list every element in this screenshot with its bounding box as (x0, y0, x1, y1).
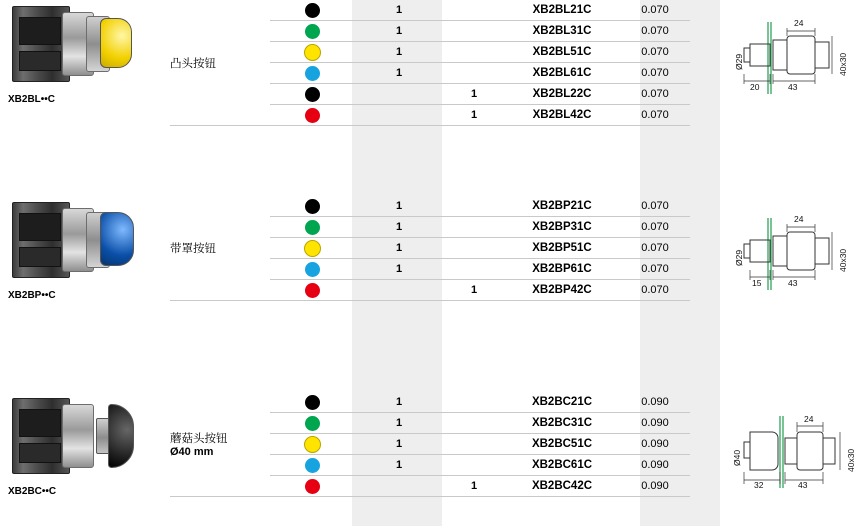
qty-nc-cell (444, 455, 504, 476)
color-dot-yellow (304, 240, 321, 257)
dim-left: 32 (754, 480, 764, 490)
product-photo-column (6, 0, 166, 105)
qty-nc-cell (444, 63, 504, 84)
weight-cell: 0.090 (620, 434, 690, 455)
qty-nc-cell (444, 392, 504, 413)
qty-no-cell (354, 105, 444, 126)
dim-top: 24 (804, 414, 814, 424)
qty-nc-cell (444, 413, 504, 434)
qty-nc-cell: 1 (444, 84, 504, 105)
reference-cell: XB2BP31C (504, 217, 620, 238)
yellow-cap-icon (100, 18, 132, 68)
qty-nc-cell (444, 238, 504, 259)
dimension-drawing (720, 414, 860, 494)
dim-right: 40x30 (838, 248, 848, 272)
product-photo-caption: XB2BL••C (8, 94, 56, 105)
product-photo (12, 0, 130, 88)
weight-cell: 0.090 (620, 476, 690, 497)
color-dot-red (305, 283, 320, 298)
product-photo-caption: XB2BP••C (8, 290, 56, 301)
reference-cell: XB2BC31C (504, 413, 620, 434)
color-dot-black (305, 3, 320, 18)
color-dot-cell (270, 105, 354, 126)
description-label: 带罩按钮 (170, 243, 216, 255)
dim-right: 40x30 (838, 52, 848, 76)
dim-left: 15 (752, 278, 762, 288)
dim-mid: 43 (788, 82, 798, 92)
weight-cell: 0.090 (620, 392, 690, 413)
color-dot-cell (270, 280, 354, 301)
color-dot-cell (270, 238, 354, 259)
color-dot-cell (270, 196, 354, 217)
color-dot-cell (270, 413, 354, 434)
color-dot-blue (305, 66, 320, 81)
qty-nc-cell (444, 0, 504, 21)
color-dot-red (305, 108, 320, 123)
qty-nc-cell (444, 196, 504, 217)
weight-cell: 0.070 (620, 259, 690, 280)
description-label: 蘑菇头按钮 (170, 433, 228, 445)
color-dot-green (305, 220, 320, 235)
dim-diameter: Ø29 (734, 53, 744, 70)
dimension-drawing (720, 18, 860, 98)
qty-no-cell: 1 (354, 21, 444, 42)
reference-cell: XB2BL31C (504, 21, 620, 42)
dim-mid: 43 (788, 278, 798, 288)
qty-no-cell: 1 (354, 413, 444, 434)
product-table-xb2bl (170, 0, 690, 126)
description-sub-label: Ø40 mm (170, 446, 214, 458)
product-table-xb2bc (170, 392, 690, 497)
color-dot-cell (270, 42, 354, 63)
table-row (170, 392, 690, 413)
color-dot-cell (270, 476, 354, 497)
weight-cell: 0.070 (620, 63, 690, 84)
weight-cell: 0.070 (620, 217, 690, 238)
row-description-cell (170, 196, 270, 301)
table-row (170, 0, 690, 21)
qty-no-cell: 1 (354, 63, 444, 84)
dimension-drawing (720, 214, 860, 294)
color-dot-cell (270, 21, 354, 42)
qty-no-cell: 1 (354, 217, 444, 238)
qty-nc-cell (444, 259, 504, 280)
color-dot-cell (270, 0, 354, 21)
color-dot-cell (270, 455, 354, 476)
dim-mid: 43 (798, 480, 808, 490)
reference-cell: XB2BL51C (504, 42, 620, 63)
color-dot-red (305, 479, 320, 494)
color-dot-green (305, 416, 320, 431)
weight-cell: 0.070 (620, 105, 690, 126)
color-dot-blue (305, 458, 320, 473)
weight-cell: 0.070 (620, 196, 690, 217)
dim-top: 24 (794, 214, 804, 224)
qty-nc-cell: 1 (444, 476, 504, 497)
reference-cell: XB2BC51C (504, 434, 620, 455)
reference-cell: XB2BC21C (504, 392, 620, 413)
reference-cell: XB2BL22C (504, 84, 620, 105)
reference-cell: XB2BL21C (504, 0, 620, 21)
product-table-xb2bp (170, 196, 690, 301)
qty-no-cell: 1 (354, 392, 444, 413)
color-dot-cell (270, 259, 354, 280)
color-dot-black (305, 199, 320, 214)
qty-no-cell: 1 (354, 455, 444, 476)
product-photo (12, 392, 130, 480)
qty-nc-cell: 1 (444, 105, 504, 126)
qty-nc-cell (444, 21, 504, 42)
reference-cell: XB2BP51C (504, 238, 620, 259)
reference-cell: XB2BC42C (504, 476, 620, 497)
color-dot-cell (270, 217, 354, 238)
weight-cell: 0.070 (620, 21, 690, 42)
weight-cell: 0.070 (620, 84, 690, 105)
qty-nc-cell: 1 (444, 280, 504, 301)
weight-cell: 0.070 (620, 42, 690, 63)
row-description-cell (170, 392, 270, 497)
color-dot-black (305, 87, 320, 102)
qty-no-cell: 1 (354, 0, 444, 21)
weight-cell: 0.070 (620, 238, 690, 259)
color-dot-yellow (304, 436, 321, 453)
dim-diameter: Ø40 (732, 449, 742, 466)
color-dot-cell (270, 84, 354, 105)
qty-nc-cell (444, 42, 504, 63)
weight-cell: 0.090 (620, 455, 690, 476)
qty-no-cell: 1 (354, 196, 444, 217)
color-dot-cell (270, 63, 354, 84)
qty-nc-cell (444, 217, 504, 238)
product-photo (12, 196, 130, 284)
qty-no-cell (354, 84, 444, 105)
row-description-cell (170, 0, 270, 126)
color-dot-cell (270, 434, 354, 455)
qty-no-cell (354, 280, 444, 301)
qty-no-cell: 1 (354, 238, 444, 259)
reference-cell: XB2BL61C (504, 63, 620, 84)
table-row (170, 196, 690, 217)
dim-right: 40x30 (846, 448, 856, 472)
qty-no-cell: 1 (354, 42, 444, 63)
color-dot-yellow (304, 44, 321, 61)
weight-cell: 0.090 (620, 413, 690, 434)
qty-no-cell: 1 (354, 434, 444, 455)
product-photo-column (6, 196, 166, 301)
color-dot-cell (270, 392, 354, 413)
product-photo-column (6, 392, 166, 497)
dim-diameter: Ø29 (734, 249, 744, 266)
switch-collar (62, 404, 94, 468)
color-dot-blue (305, 262, 320, 277)
reference-cell: XB2BP21C (504, 196, 620, 217)
dim-left: 20 (750, 82, 760, 92)
color-dot-green (305, 24, 320, 39)
blue-cap-icon (100, 212, 134, 266)
weight-cell: 0.070 (620, 280, 690, 301)
mushroom-cap-icon (108, 404, 134, 468)
product-photo-caption: XB2BC••C (8, 486, 57, 497)
reference-cell: XB2BL42C (504, 105, 620, 126)
reference-cell: XB2BP42C (504, 280, 620, 301)
weight-cell: 0.070 (620, 0, 690, 21)
reference-cell: XB2BC61C (504, 455, 620, 476)
color-dot-black (305, 395, 320, 410)
description-label: 凸头按钮 (170, 57, 216, 70)
qty-no-cell: 1 (354, 259, 444, 280)
qty-no-cell (354, 476, 444, 497)
dim-top: 24 (794, 18, 804, 28)
qty-nc-cell (444, 434, 504, 455)
reference-cell: XB2BP61C (504, 259, 620, 280)
